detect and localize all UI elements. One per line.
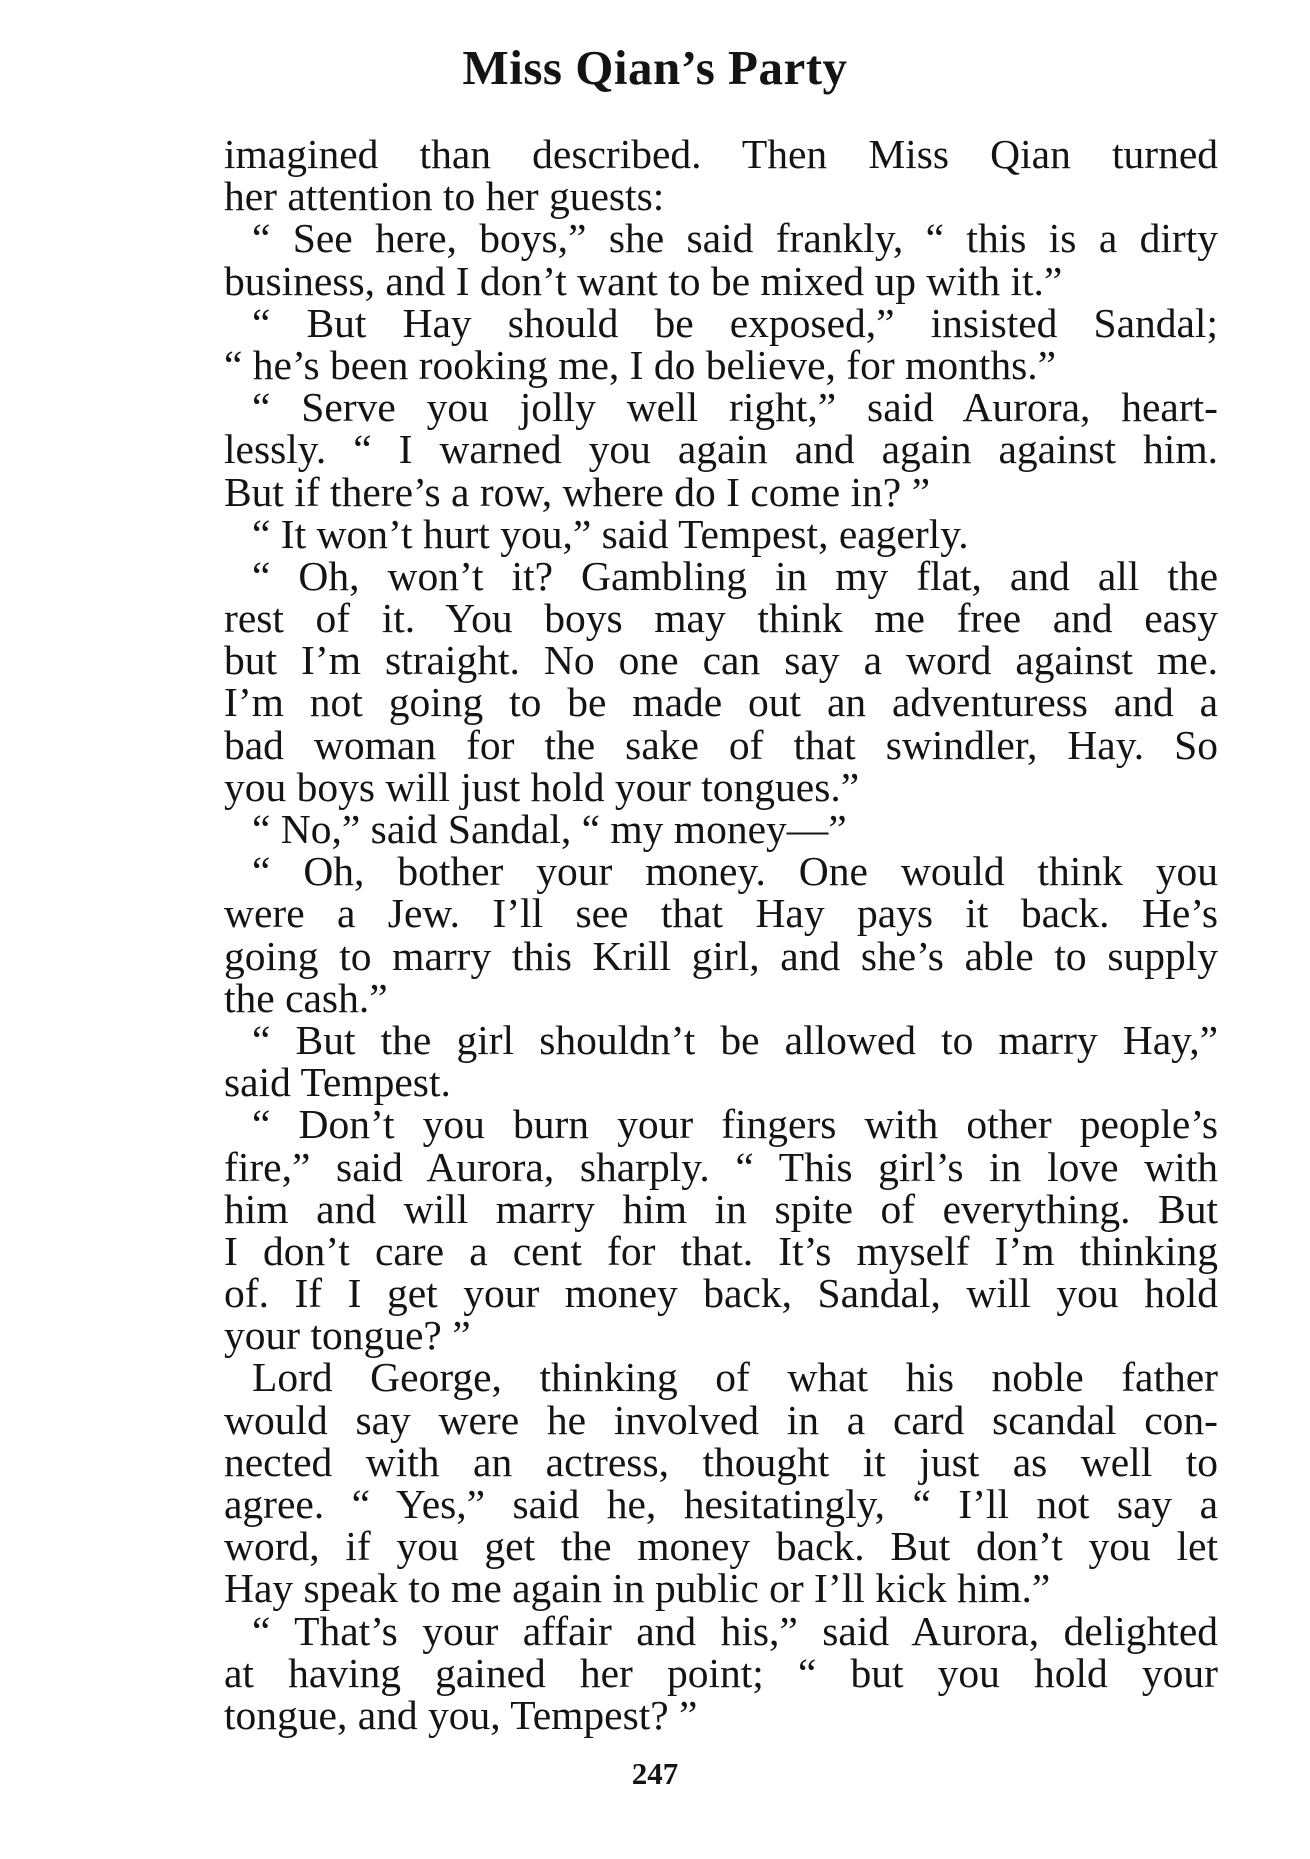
running-title: Miss Qian’s Party — [462, 40, 848, 95]
text-line: “ See here, boys,” she said frankly, “ this is a dirty — [252, 215, 1218, 262]
text-line: “ Oh, bother your money. One would think you — [252, 848, 1218, 895]
text-line: “ That’s your affair and his,” said Aurora, delighted — [252, 1607, 1218, 1654]
text-line: him and will marry him in spite of everything. But — [224, 1185, 1218, 1232]
text-line: But if there’s a row, where do I come in? ” — [224, 468, 931, 515]
text-line: her attention to her guests: — [224, 173, 665, 220]
text-line: “ No,” said Sandal, “ my money—” — [252, 806, 847, 852]
text-line: “ he’s been rooking me, I do believe, for months.” — [224, 341, 1057, 388]
text-line: “ Don’t you burn your fingers with other people’s — [252, 1101, 1218, 1148]
text-line: “ But the girl shouldn’t be allowed to marry Hay,” — [252, 1016, 1218, 1063]
text-line: rest of it. You boys may think me free and easy — [224, 595, 1218, 642]
text-line: fire,” said Aurora, sharply. “ This girl’s in love with — [224, 1143, 1218, 1190]
body-text — [224, 133, 1218, 1736]
text-line: the cash.” — [224, 974, 388, 1021]
text-line: at having gained her point; “ but you hold your — [224, 1649, 1218, 1696]
text-line: imagined than described. Then Miss Qian turned — [224, 131, 1218, 177]
text-line: business, and I don’t want to be mixed up with it.” — [224, 257, 1063, 304]
text-line: I don’t care a cent for that. It’s myself I’m thinking — [224, 1227, 1218, 1274]
text-line: nected with an actress, thought it just as well to — [224, 1438, 1218, 1485]
text-line: going to marry this Krill girl, and she’s able to supply — [224, 932, 1218, 979]
text-line: would say were he involved in a card scandal con- — [224, 1396, 1218, 1443]
text-line: “ But Hay should be exposed,” insisted Sandal; — [252, 299, 1218, 346]
text-line: “ Serve you jolly well right,” said Aurora, heart- — [252, 384, 1218, 431]
text-line: your tongue? ” — [224, 1312, 471, 1359]
text-line: I’m not going to be made out an adventuress and a — [224, 679, 1218, 726]
text-line: of. If I get your money back, Sandal, will you hold — [224, 1270, 1218, 1317]
text-line: Lord George, thinking of what his noble father — [252, 1354, 1218, 1401]
text-line: tongue, and you, Tempest? ” — [224, 1691, 698, 1738]
text-line: “ Oh, won’t it? Gambling in my flat, and all the — [252, 552, 1218, 599]
page-number: 247 — [631, 1756, 679, 1791]
text-line: were a Jew. I’ll see that Hay pays it back. He’s — [224, 890, 1218, 937]
text-line: Hay speak to me again in public or I’ll kick him.” — [224, 1565, 1051, 1612]
text-line: bad woman for the sake of that swindler, Hay. So — [224, 721, 1218, 768]
text-line: but I’m straight. No one can say a word against me. — [224, 637, 1218, 684]
text-line: “ It won’t hurt you,” said Tempest, eagerly. — [252, 510, 969, 557]
text-line: said Tempest. — [224, 1059, 451, 1106]
text-line: word, if you get the money back. But don’t you let — [224, 1523, 1218, 1570]
text-line: you boys will just hold your tongues.” — [224, 763, 860, 810]
text-line: agree. “ Yes,” said he, hesitatingly, “ I’ll not say a — [224, 1481, 1218, 1527]
text-line: lessly. “ I warned you again and again against him. — [224, 426, 1218, 473]
